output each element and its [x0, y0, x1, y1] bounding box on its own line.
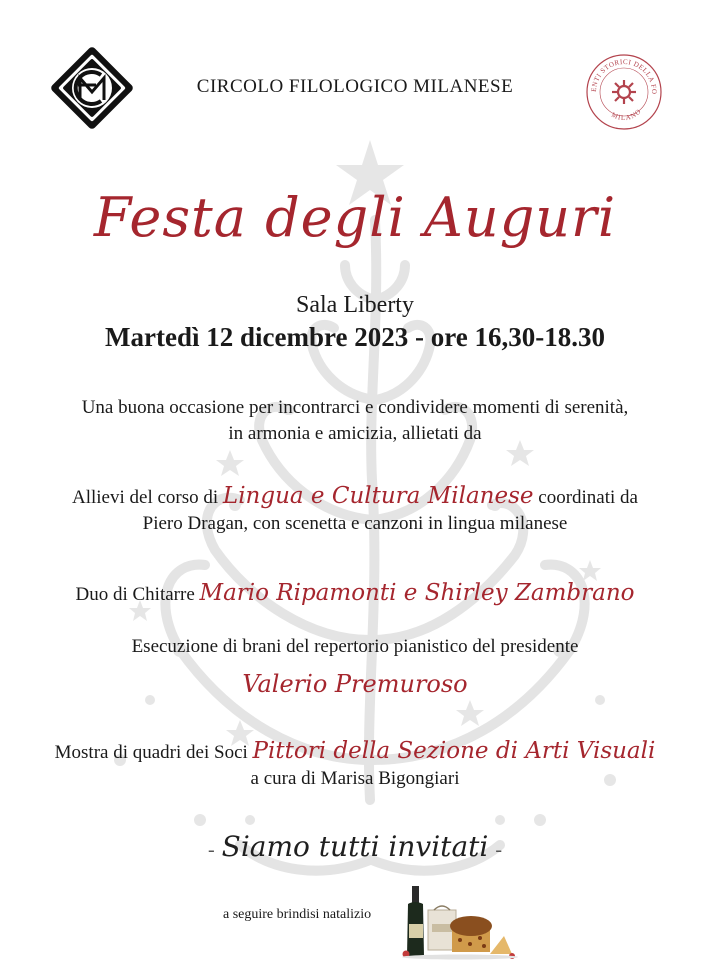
item2-highlight: Mario Ripamonti e Shirley Zambrano — [199, 580, 635, 606]
item4-prefix: Mostra di quadri dei Soci — [54, 742, 248, 763]
program-item-exhibition — [0, 738, 710, 792]
closing-text: Siamo tutti invitati — [221, 830, 489, 863]
item3-highlight: Valerio Premuroso — [242, 670, 468, 698]
program-item-language-course — [0, 483, 710, 537]
event-title: Festa degli Auguri — [93, 186, 617, 249]
event-venue: Sala Liberty — [296, 292, 414, 318]
program-item-piano — [0, 634, 710, 660]
intro-paragraph — [0, 395, 710, 447]
seal-text-bottom: MILANO — [610, 107, 644, 123]
intro-line-1: Una buona occasione per incontrarci e condividere momenti di serenità, — [81, 397, 629, 418]
item1-line-2: Piero Dragan, con scenetta e canzoni in lingua milanese — [142, 513, 568, 534]
event-date-time: Martedì 12 dicembre 2023 - ore 16,30-18.30 — [105, 322, 605, 352]
item1-suffix: coordinati da — [538, 487, 638, 508]
intro-line-2: in armonia e amicizia, allietati da — [228, 423, 482, 444]
item4-highlight: Pittori della Sezione di Arti Visuali — [252, 738, 656, 764]
program-item-guitar-duo — [0, 580, 710, 608]
item1-prefix: Allievi del corso di — [72, 487, 219, 508]
item2-prefix: Duo di Chitarre — [75, 584, 195, 605]
closing-invitation — [0, 830, 710, 864]
seal-text-top: ENTI STORICI DELLA FO — [589, 57, 659, 95]
toast-note: a seguire brindisi natalizio — [223, 907, 372, 922]
closing-dash-left: - — [207, 839, 215, 861]
svg-text:MILANO — [610, 107, 643, 122]
item1-highlight: Lingua e Cultura Milanese — [222, 483, 534, 509]
wine-and-panettone-icon — [400, 880, 520, 960]
item3-line-1: Esecuzione di brani del repertorio pianistico del presidente — [131, 636, 579, 657]
closing-dash-right: - — [495, 839, 503, 861]
organization-name: CIRCOLO FILOLOGICO MILANESE — [196, 76, 514, 97]
item4-line-2: a cura di Marisa Bigongiari — [250, 768, 460, 789]
